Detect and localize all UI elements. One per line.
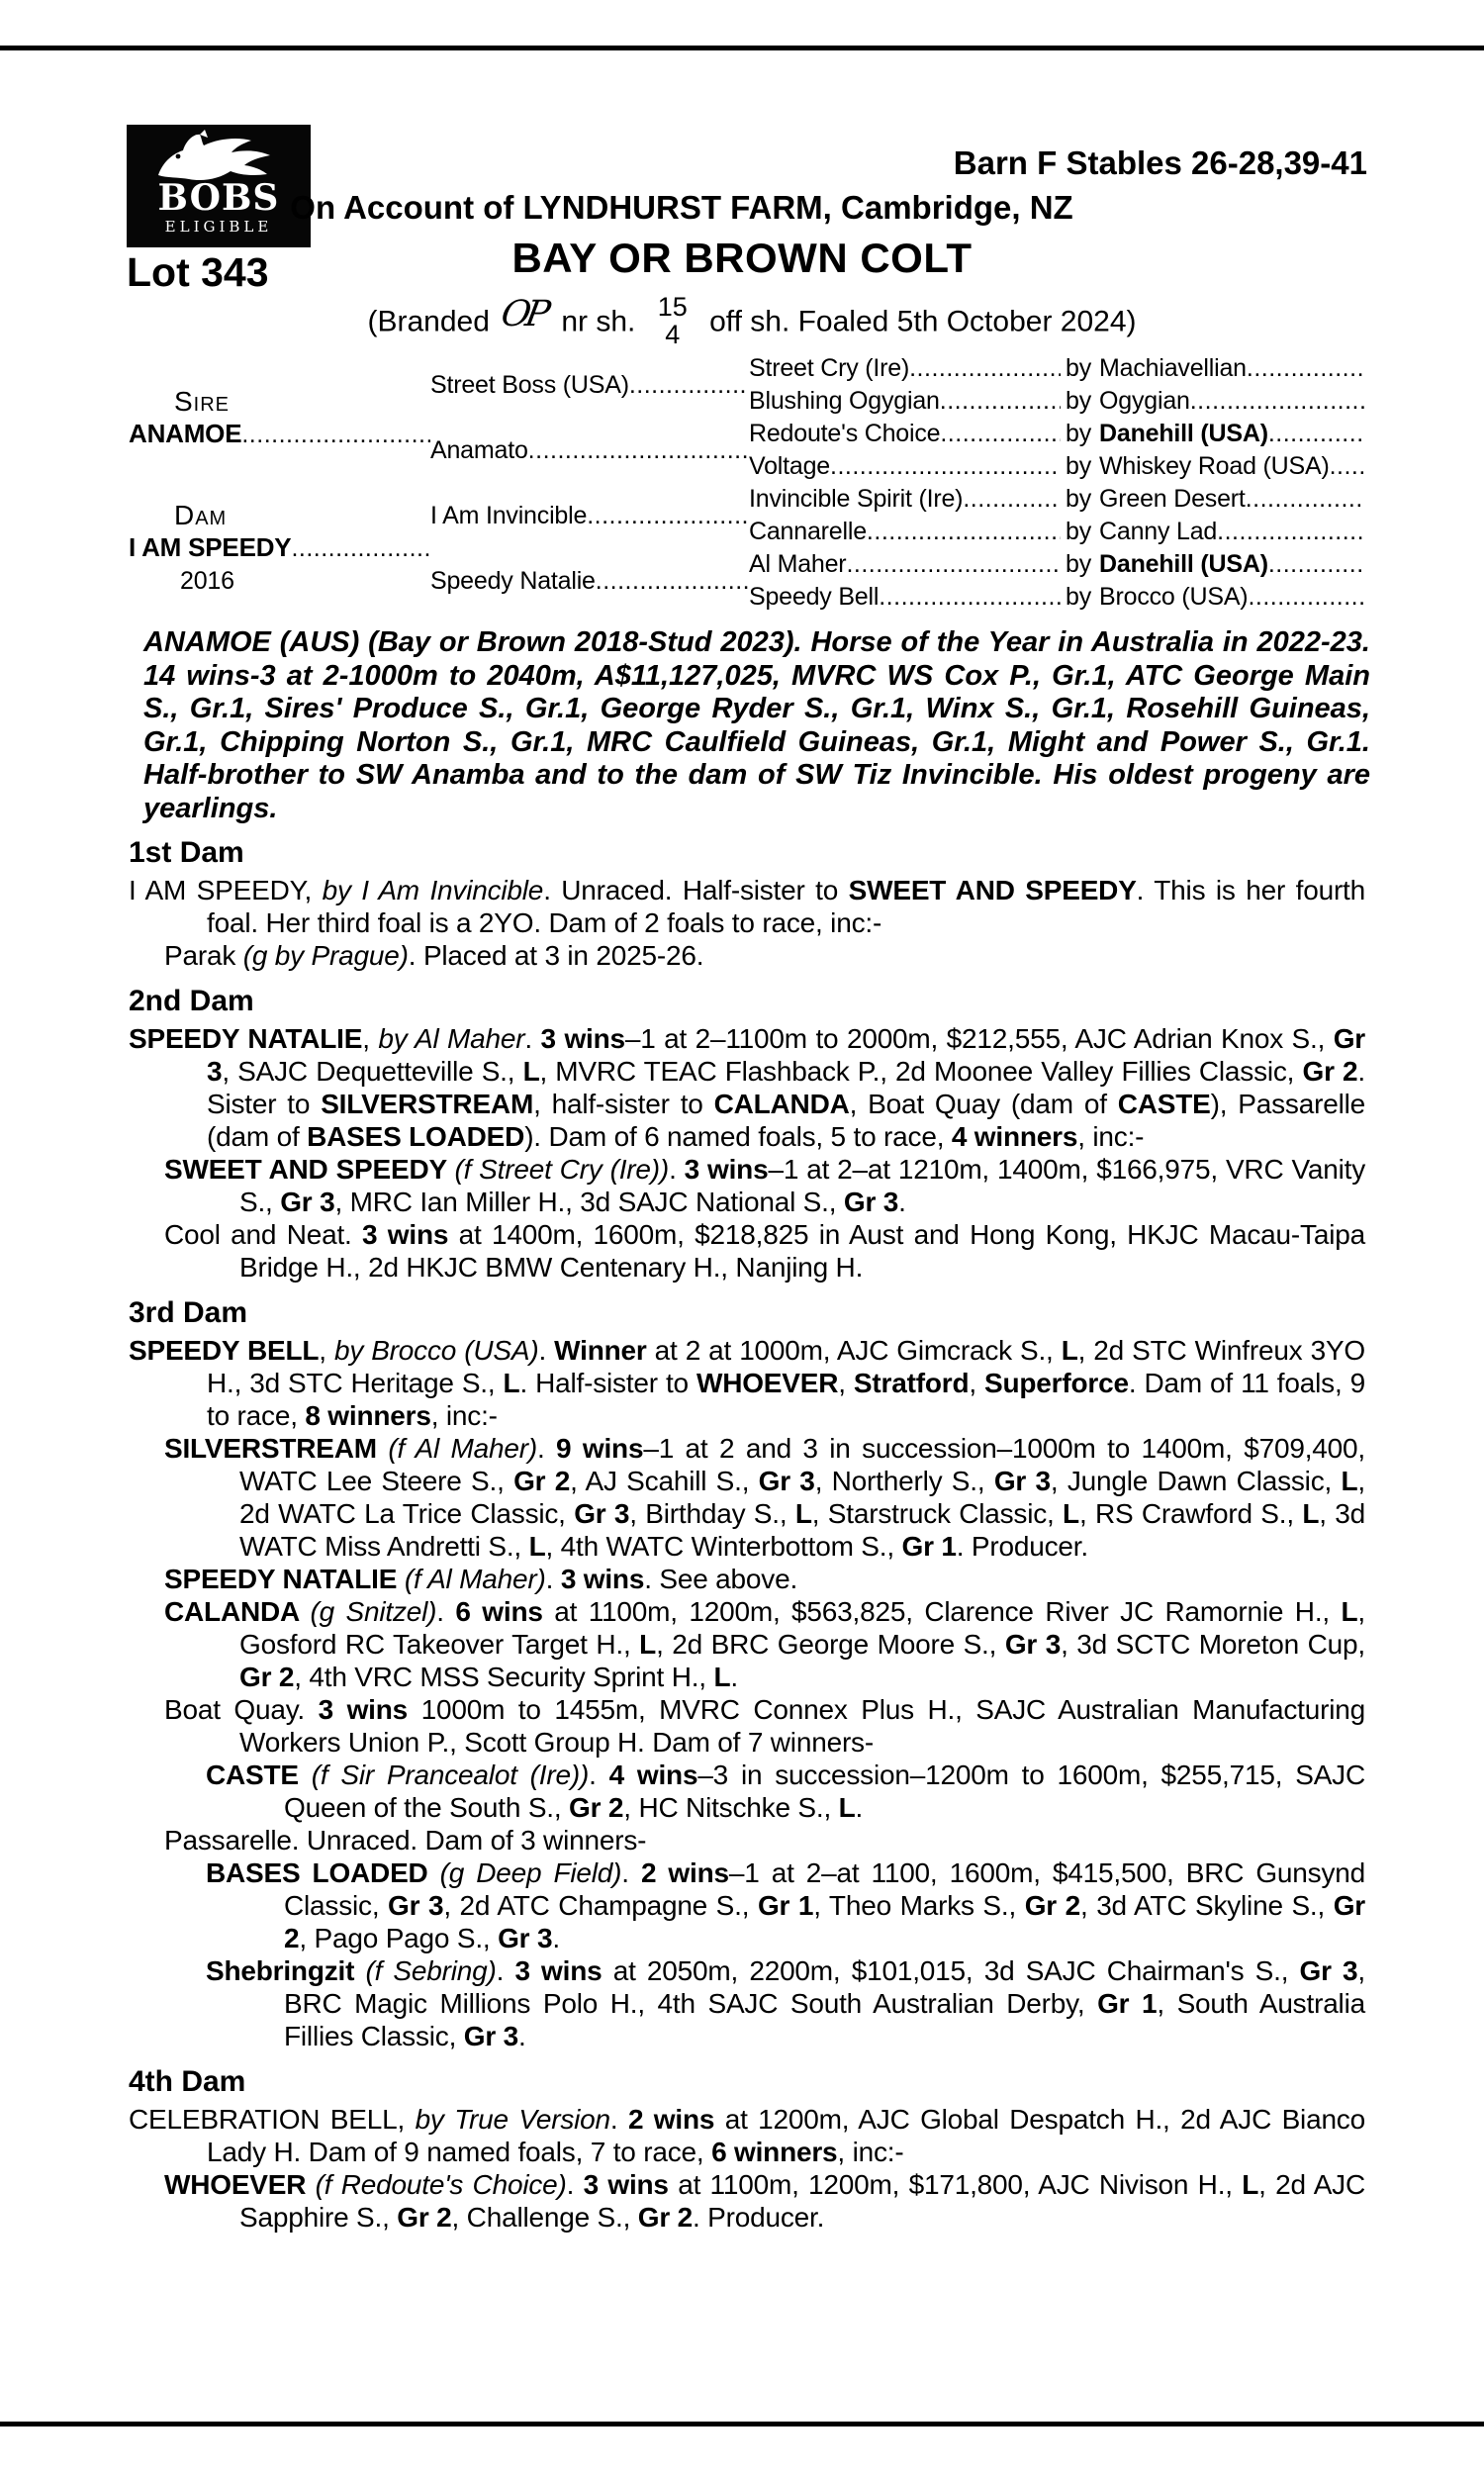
dam-name: I AM SPEEDY bbox=[129, 532, 292, 562]
horse-name: Street Cry (Ire) bbox=[749, 354, 910, 382]
progeny-entry: WHOEVER (f Redoute's Choice). 3 wins at 1100m, 1200m, $171,800, AJC Nivison H., L, 2d AJC Sapphire S., Gr 2, Challenge S., Gr 2. Producer. bbox=[164, 2169, 1366, 2233]
brand-number-top: 15 bbox=[657, 292, 688, 322]
pedigree-gen3-sire bbox=[1061, 483, 1365, 516]
pedigree-gen3-name bbox=[749, 352, 1061, 385]
horse-name: Blushing Ogygian bbox=[749, 387, 940, 415]
dot-leader bbox=[909, 354, 1061, 383]
progeny-entry: SILVERSTREAM (f Al Maher). 9 wins–1 at 2 and 3 in succession–1000m to 1400m, $709,400, WATC Lee Steere S., Gr 2, AJ Scahill S., Gr 3, Northerly S., Gr 3, Jungle Dawn Classic, L, 2d WATC La Trice Classic, Gr 3, Birthday S., L, Starstruck Classic, L, RS Crawford S., L, 3d WATC Miss Andretti S., L, 4th WATC Winterbottom S., Gr 1. Producer. bbox=[164, 1433, 1365, 1562]
barn-line: Barn F Stables 26-28,39-41 bbox=[953, 144, 1367, 181]
pedigree-dam-cell bbox=[129, 483, 430, 614]
sire-of-name: Danehill (USA) bbox=[1099, 550, 1268, 578]
pedigree-gen2-name bbox=[430, 483, 749, 548]
dot-leader bbox=[940, 420, 1061, 448]
bobs-eligible-logo bbox=[127, 125, 311, 247]
sire-of-name: Green Desert bbox=[1099, 485, 1246, 513]
pedigree-gen3-name bbox=[749, 418, 1061, 450]
by-word: by bbox=[1066, 583, 1092, 611]
logo-subtitle: ELIGIBLE bbox=[164, 218, 273, 236]
horse-name: Cannarelle bbox=[749, 518, 867, 545]
sire-name: ANAMOE bbox=[129, 418, 242, 448]
dam-entry: SPEEDY BELL, by Brocco (USA). Winner at 2 at 1000m, AJC Gimcrack S., L, 2d STC Winfreux 3YO H., 3d STC Heritage S., L. Half-sister to WHOEVER, Stratford, Superforce. Dam of 11 foals, 9 to race, 8 winners, inc:- bbox=[129, 1335, 1365, 1431]
pedigree-gen2-name bbox=[430, 548, 749, 614]
dam-name-row bbox=[129, 531, 430, 565]
pedigree-gen3-sire bbox=[1061, 548, 1365, 581]
horse-name: Invincible Spirit (Ire) bbox=[749, 485, 964, 513]
progeny-entry: Passarelle. Unraced. Dam of 3 winners- bbox=[164, 1825, 647, 1856]
dam-label: Dam bbox=[174, 500, 228, 530]
horse-name: Speedy Natalie bbox=[430, 566, 596, 595]
horse-name: Speedy Bell bbox=[749, 583, 880, 611]
sire-of-name: Brocco (USA) bbox=[1099, 583, 1249, 611]
pedigree-gen2-name bbox=[430, 352, 749, 418]
brand-number-bottom: 4 bbox=[665, 319, 681, 349]
dot-leader bbox=[528, 436, 749, 465]
by-word: by bbox=[1066, 387, 1092, 415]
by-word: by bbox=[1066, 452, 1092, 480]
by-word: by bbox=[1066, 550, 1092, 578]
dot-leader bbox=[1190, 387, 1365, 416]
pedigree-gen3-sire bbox=[1061, 516, 1365, 548]
sire-of-name: Ogygian bbox=[1099, 387, 1190, 415]
bottom-rule bbox=[0, 2422, 1484, 2426]
dam-entry: I AM SPEEDY, by I Am Invincible. Unraced. Half-sister to SWEET AND SPEEDY. This is her fourth foal. Her third foal is a 2YO. Dam of 2 foals to race, inc:- bbox=[129, 875, 1366, 938]
brand-number-stack bbox=[658, 294, 688, 348]
top-rule bbox=[0, 46, 1484, 50]
pedigree-gen2-name bbox=[430, 418, 749, 483]
pedigree-gen3-name bbox=[749, 516, 1061, 548]
sire-blurb: ANAMOE (AUS) (Bay or Brown 2018-Stud 2023). Horse of the Year in Australia in 2022-23. 14 wins-3 at 2-1000m to 2040m, A$11,127,025, MVRC WS Cox P., Gr.1, ATC George Main S., Gr.1, Sires' Produce S., Gr.1, George Ryder S., Gr.1, Winx S., Gr.1, Rosehill Guineas, Gr.1, Chipping Norton S., Gr.1, MRC Caulfield Guineas, Gr.1, Might and Power S., Gr.1. Half-brother to SW Anamba and to the dam of SW Tiz Invincible. His oldest progeny are yearlings. bbox=[143, 626, 1370, 824]
dot-leader bbox=[1217, 518, 1365, 546]
by-word: by bbox=[1066, 485, 1092, 513]
progeny-entry: Boat Quay. 3 wins 1000m to 1455m, MVRC Connex Plus H., SAJC Australian Manufacturing Workers Union P., Scott Group H. Dam of 7 winners- bbox=[164, 1694, 1366, 1758]
dam-entry: SPEEDY NATALIE, by Al Maher. 3 wins–1 at 2–1100m to 2000m, $212,555, AJC Adrian Knox S., Gr 3, SAJC Dequetteville S., L, MVRC TEAC Flashback P., 2d Moonee Valley Fillies Classic, Gr 2. Sister to SILVERSTREAM, half-sister to CALANDA, Boat Quay (dam of CASTE), Passarelle (dam of BASES LOADED). Dam of 6 named foals, 5 to race, 4 winners, inc:- bbox=[129, 1023, 1366, 1152]
pedigree-sire-cell bbox=[129, 352, 430, 483]
dam-section-heading: 2nd Dam bbox=[129, 985, 254, 1017]
sire-of-name: Machiavellian bbox=[1099, 354, 1247, 382]
dot-leader bbox=[867, 518, 1061, 546]
horse-name: Al Maher bbox=[749, 550, 847, 578]
progeny-entry: Cool and Neat. 3 wins at 1400m, 1600m, $218,825 in Aust and Hong Kong, HKJC Macau-Taipa Bridge H., 2d HKJC BMW Centenary H., Nanjing H. bbox=[164, 1219, 1365, 1283]
progeny-sub-entry: CASTE (f Sir Prancealot (Ire)). 4 wins–3 in succession–1200m to 1600m, $255,715, SAJC Queen of the South S., Gr 2, HC Nitschke S., L. bbox=[206, 1760, 1365, 1823]
horse-name: Redoute's Choice bbox=[749, 420, 941, 447]
dam-sections bbox=[129, 836, 1365, 2234]
branded-nr-sh: nr sh. bbox=[561, 305, 636, 338]
dot-leader bbox=[587, 502, 749, 530]
dot-leader bbox=[629, 371, 749, 400]
pedigree-gen3-name bbox=[749, 548, 1061, 581]
dam-section-heading: 4th Dam bbox=[129, 2065, 246, 2098]
dam-section-heading: 3rd Dam bbox=[129, 1296, 248, 1329]
branded-suffix: off sh. Foaled 5th October 2024) bbox=[709, 305, 1137, 338]
pedigree-gen3-name bbox=[749, 581, 1061, 614]
dot-leader bbox=[291, 532, 430, 565]
pedigree-gen3-name bbox=[749, 483, 1061, 516]
pedigree-gen3-name bbox=[749, 450, 1061, 483]
progeny-sub-entry: BASES LOADED (g Deep Field). 2 wins–1 at 2–at 1100, 1600m, $415,500, BRC Gunsynd Classic, Gr 3, 2d ATC Champagne S., Gr 1, Theo Marks S., Gr 2, 3d ATC Skyline S., Gr 2, Pago Pago S., Gr 3. bbox=[206, 1857, 1365, 1953]
dot-leader bbox=[1268, 550, 1365, 579]
pedigree-gen3-sire bbox=[1061, 418, 1365, 450]
dot-leader bbox=[830, 452, 1061, 481]
page-title: BAY OR BROWN COLT bbox=[511, 235, 973, 281]
dam-section-heading: 1st Dam bbox=[129, 836, 244, 869]
dam-year: 2016 bbox=[180, 567, 234, 595]
horse-name: Voltage bbox=[749, 452, 831, 480]
pedigree-table bbox=[129, 352, 1365, 614]
pedigree-gen3-sire bbox=[1061, 385, 1365, 418]
horse-name: I Am Invincible bbox=[430, 501, 588, 529]
sire-of-name: Danehill (USA) bbox=[1099, 420, 1268, 447]
sire-of-name: Whiskey Road (USA) bbox=[1099, 452, 1330, 480]
by-word: by bbox=[1066, 420, 1092, 447]
horse-name: Street Boss (USA) bbox=[430, 370, 629, 399]
dot-leader bbox=[1246, 485, 1365, 514]
dot-leader bbox=[596, 567, 749, 596]
pedigree-gen3-sire bbox=[1061, 352, 1365, 385]
sire-name-row bbox=[129, 418, 430, 451]
dot-leader bbox=[241, 419, 430, 451]
account-line: On Account of LYNDHURST FARM, Cambridge, NZ bbox=[290, 189, 1073, 226]
pedigree-gen3-sire bbox=[1061, 450, 1365, 483]
progeny-entry: Parak (g by Prague). Placed at 3 in 2025-26. bbox=[164, 940, 704, 971]
pedigree-gen3-name bbox=[749, 385, 1061, 418]
sire-label: Sire bbox=[174, 385, 231, 417]
pedigree-gen3-sire bbox=[1061, 581, 1365, 614]
dot-leader bbox=[940, 387, 1061, 416]
branded-prefix: (Branded bbox=[367, 305, 490, 338]
dam-entry: CELEBRATION BELL, by True Version. 2 wins at 1200m, AJC Global Despatch H., 2d AJC Bianco Lady H. Dam of 9 named foals, 7 to race, 6 winners, inc:- bbox=[129, 2104, 1365, 2167]
dot-leader bbox=[879, 583, 1061, 612]
branded-line bbox=[10, 292, 1484, 350]
progeny-entry: SWEET AND SPEEDY (f Street Cry (Ire)). 3 wins–1 at 2–at 1210m, 1400m, $166,975, VRC Vanity S., Gr 3, MRC Ian Miller H., 3d SAJC National S., Gr 3. bbox=[164, 1154, 1366, 1217]
dot-leader bbox=[1268, 420, 1365, 448]
dot-leader bbox=[1330, 452, 1365, 481]
progeny-sub-entry: Shebringzit (f Sebring). 3 wins at 2050m, 2200m, $101,015, 3d SAJC Chairman's S., Gr 3, BRC Magic Millions Polo H., 4th SAJC South Australian Derby, Gr 1, South Australia Fillies Classic, Gr 3. bbox=[206, 1955, 1365, 2051]
sire-of-name: Canny Lad bbox=[1099, 518, 1218, 545]
lot-number: Lot 343 bbox=[127, 249, 269, 295]
by-word: by bbox=[1066, 518, 1092, 545]
dot-leader bbox=[963, 485, 1061, 514]
horse-name: Anamato bbox=[430, 435, 528, 464]
by-word: by bbox=[1066, 354, 1092, 382]
dot-leader bbox=[1248, 583, 1365, 612]
logo-name: BOBS bbox=[157, 177, 280, 219]
brand-mark: OP bbox=[498, 294, 549, 335]
dot-leader bbox=[1247, 354, 1365, 383]
progeny-entry: SPEEDY NATALIE (f Al Maher). 3 wins. See above. bbox=[164, 1564, 798, 1594]
progeny-entry: CALANDA (g Snitzel). 6 wins at 1100m, 1200m, $563,825, Clarence River JC Ramornie H., L, Gosford RC Takeover Target H., L, 2d BRC George Moore S., Gr 3, 3d SCTC Moreton Cup, Gr 2, 4th VRC MSS Security Sprint H., L. bbox=[164, 1596, 1365, 1692]
dot-leader bbox=[846, 550, 1061, 579]
